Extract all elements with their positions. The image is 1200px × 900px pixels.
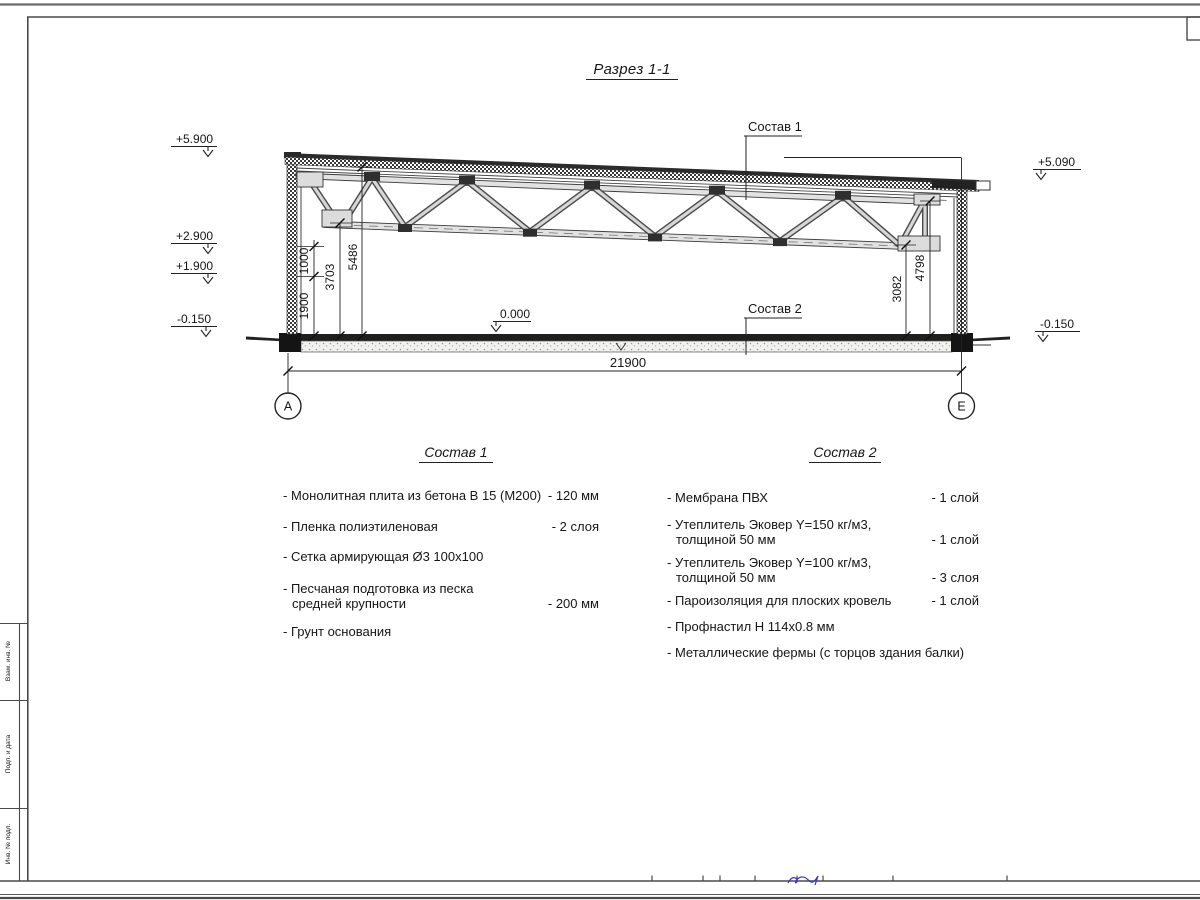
composition2-item (667, 555, 979, 585)
composition2-item (667, 517, 979, 547)
item-text: - Грунт основания (283, 624, 392, 639)
composition2-item (667, 490, 979, 505)
composition1-drawing-label: Состав 1 (748, 119, 802, 134)
item-text: - Пароизоляция для плоских кровель (667, 593, 892, 608)
item-text: - Мембрана ПВХ (667, 490, 768, 505)
level-minus-0150-right: -0.150 (1040, 317, 1075, 331)
dim-4798: 4798 (913, 254, 927, 282)
composition2-item (667, 619, 979, 634)
item-value: - 1 слой (931, 490, 979, 505)
composition1-item (283, 549, 599, 564)
frame-corner-box (1187, 17, 1200, 40)
dim-3703: 3703 (323, 263, 337, 291)
dim-21900: 21900 (609, 355, 647, 370)
item-text: - Сетка армирующая Ø3 100х100 (283, 549, 484, 564)
item-text: - Металлические фермы (с торцов здания балки) (667, 645, 965, 660)
axis-letter-E: Е (957, 399, 966, 414)
composition2-drawing-label: Состав 2 (748, 301, 802, 316)
item-text-line2: толщиной 50 мм (676, 532, 776, 547)
composition2-item (667, 645, 979, 660)
item-value: - 3 слоя (931, 570, 979, 585)
item-text: - Профнастил Н 114х0.8 мм (667, 619, 835, 634)
right-wall (954, 186, 967, 334)
floor-slab (246, 333, 1010, 352)
item-text: - Утеплитель Эковер Y=150 кг/м3, (667, 517, 872, 532)
item-value: - 2 слоя (551, 519, 599, 534)
item-text-line2: толщиной 50 мм (676, 570, 776, 585)
item-text: - Монолитная плита из бетона В 15 (М200) (283, 488, 542, 503)
elevation-marks-right (1033, 170, 1081, 342)
composition1-item (283, 624, 599, 639)
level-1900: +1.900 (176, 259, 214, 273)
composition1-item (283, 581, 599, 611)
composition2-heading: Состав 2 (809, 444, 881, 463)
level-5090: +5.090 (1038, 155, 1076, 169)
item-text: - Утеплитель Эковер Y=100 кг/м3, (667, 555, 872, 570)
item-value: - 200 мм (547, 596, 599, 611)
wall-bracket-plate (297, 172, 323, 187)
composition1-heading: Состав 1 (419, 444, 493, 463)
item-text-line2: средней крупности (292, 596, 406, 611)
dim-5486: 5486 (346, 243, 360, 271)
composition1-item (283, 488, 599, 503)
title-block-stubs (652, 876, 1007, 881)
floor-level-mark (491, 322, 531, 332)
item-value: - 120 мм (547, 488, 599, 503)
item-value: - 1 слой (931, 532, 979, 547)
side-stamp-label: Подп. и дата (5, 734, 12, 774)
item-value: - 1 слой (931, 593, 979, 608)
side-stamp-label: Инв. № подл. (5, 823, 12, 865)
page-title: Разрез 1-1 (586, 61, 678, 80)
truss-end-plate-left (322, 210, 352, 227)
item-text: - Пленка полиэтиленовая (283, 519, 438, 534)
roof-edge-block (976, 181, 990, 190)
axis-markers (275, 378, 975, 419)
composition2-item (667, 593, 979, 608)
side-stamp-label: Взам. инв. № (5, 640, 12, 682)
dim-3082: 3082 (890, 275, 904, 303)
dim-1000: 1000 (297, 247, 311, 275)
truss-seat-right (898, 236, 940, 251)
level-0000: 0.000 (500, 307, 531, 321)
item-text: - Песчаная подготовка из песка (283, 581, 474, 596)
axis-letter-A: А (283, 399, 293, 414)
level-minus-0150-left: -0.150 (177, 312, 212, 326)
composition1-item (283, 519, 599, 534)
level-5900: +5.900 (176, 132, 214, 146)
side-stamp (5, 641, 12, 864)
dim-1900: 1900 (297, 292, 311, 320)
level-2900: +2.900 (176, 229, 214, 243)
